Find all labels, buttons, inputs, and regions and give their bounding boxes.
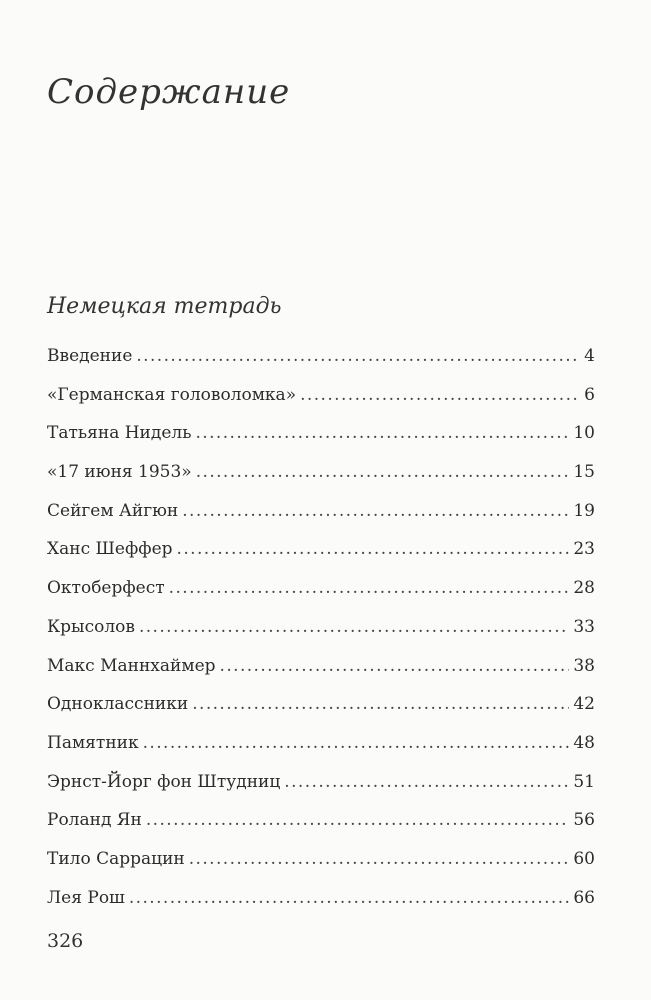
toc-leader-dots — [192, 694, 569, 714]
toc-entry-page: 4 — [584, 346, 595, 366]
toc-entry — [47, 385, 595, 424]
toc-leader-dots — [195, 423, 569, 443]
toc-entry-title: Татьяна Нидель — [47, 423, 192, 444]
toc-entry-page: 19 — [573, 500, 595, 521]
toc-entry-title: «Германская головоломка» — [47, 384, 297, 405]
toc-entry-page: 28 — [573, 578, 595, 599]
toc-entry-title: Лея Рош — [47, 887, 125, 908]
toc-entry — [47, 462, 595, 501]
toc-entry-title: Одноклассники — [47, 694, 189, 715]
toc-leader-dots — [220, 656, 570, 676]
page-number: 326 — [47, 930, 84, 952]
toc-entry-page: 23 — [573, 539, 595, 560]
toc-entry-page: 42 — [573, 694, 595, 715]
toc-leader-dots — [196, 462, 570, 482]
toc-leader-dots — [146, 810, 569, 830]
toc-entry-page: 56 — [573, 810, 595, 831]
toc-entry-title: Крысолов — [47, 616, 135, 637]
toc-leader-dots — [177, 539, 570, 559]
toc-entry — [47, 656, 595, 695]
toc-entry — [47, 888, 595, 927]
toc-entry-title: «17 июня 1953» — [47, 462, 192, 483]
toc-entry-page: 66 — [573, 887, 595, 908]
toc-entry — [47, 617, 595, 656]
toc-entry-title: Октоберфест — [47, 578, 165, 599]
toc-entry — [47, 578, 595, 617]
toc-entry — [47, 694, 595, 733]
toc-leader-dots — [300, 385, 580, 405]
toc-entry-page: 33 — [573, 616, 595, 637]
section-title: Немецкая тетрадь — [47, 294, 282, 319]
toc-entry — [47, 810, 595, 849]
toc-entry — [47, 539, 595, 578]
toc-leader-dots — [129, 888, 570, 908]
toc-leader-dots — [284, 772, 569, 792]
toc-leader-dots — [139, 617, 569, 637]
toc-leader-dots — [143, 733, 570, 753]
toc-entry-page: 15 — [573, 462, 595, 483]
toc-entry — [47, 733, 595, 772]
toc-entry-page: 48 — [573, 732, 595, 753]
toc-entry-page: 60 — [573, 848, 595, 869]
toc-leader-dots — [182, 501, 569, 521]
toc-entry — [47, 849, 595, 888]
toc-entry-title: Введение — [47, 346, 133, 366]
toc-leader-dots — [169, 578, 570, 598]
toc-entry-page: 6 — [584, 384, 595, 405]
toc-entry-title: Памятник — [47, 732, 139, 753]
toc-entry-page: 51 — [573, 771, 595, 792]
toc-entry-page: 38 — [573, 655, 595, 676]
toc-entry-page: 10 — [573, 423, 595, 444]
toc-entry — [47, 501, 595, 540]
toc-leader-dots — [189, 849, 570, 869]
toc-entry-title: Эрнст-Йорг фон Штудниц — [47, 771, 281, 792]
page-title: Содержание — [47, 72, 291, 112]
toc-entry — [47, 772, 595, 811]
toc-entry-title: Ханс Шеффер — [47, 539, 173, 560]
toc-entry-title: Роланд Ян — [47, 810, 142, 831]
toc-entry — [47, 423, 595, 462]
toc-entry — [47, 346, 595, 385]
toc-entry-title: Сейгем Айгюн — [47, 500, 179, 521]
toc-entry-title: Макс Маннхаймер — [47, 655, 216, 676]
table-of-contents — [47, 346, 595, 926]
toc-leader-dots — [136, 346, 580, 366]
toc-entry-title: Тило Саррацин — [47, 848, 185, 869]
